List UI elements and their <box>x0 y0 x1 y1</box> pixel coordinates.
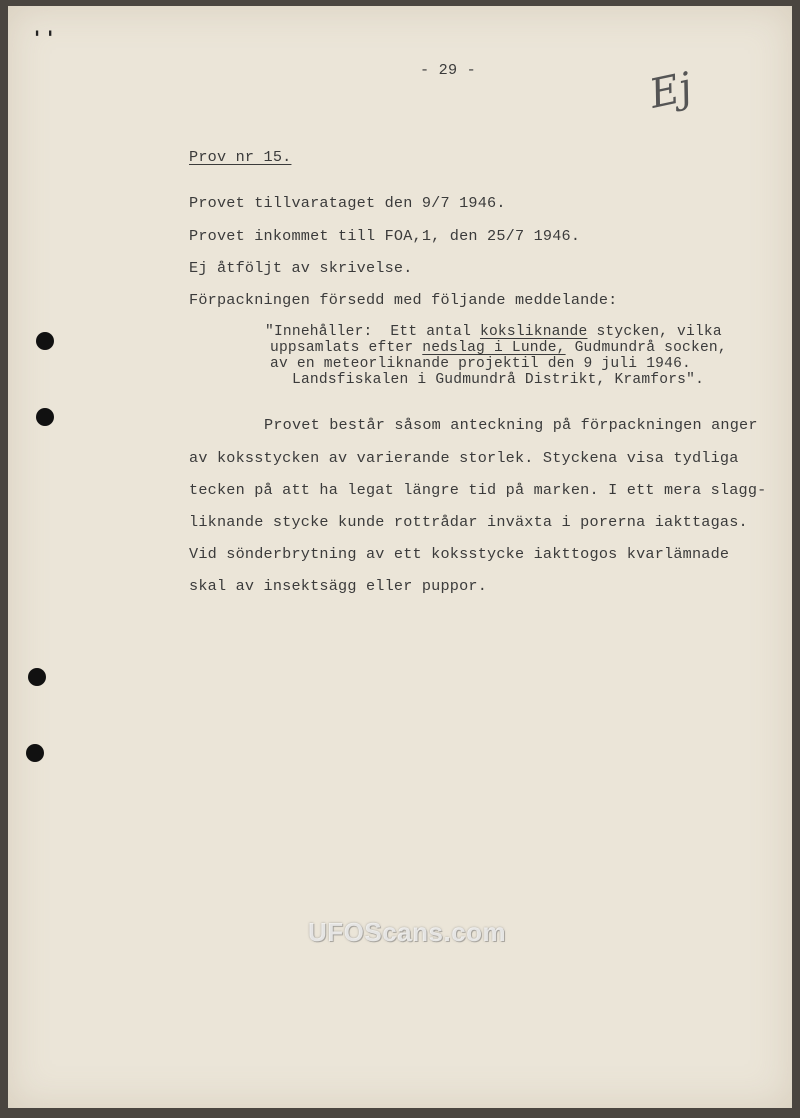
document-page <box>8 6 792 1108</box>
paragraph-line: liknande stycke kunde rottrådar inväxta i porerna iakttagas. <box>189 513 748 531</box>
paragraph-line: Vid sönderbrytning av ett koksstycke iakttogos kvarlämnade <box>189 545 730 563</box>
page-number: - 29 - <box>420 61 476 79</box>
margin-mark-top-left: ' ' <box>34 26 54 50</box>
paragraph-line: av koksstycken av varierande storlek. Styckena visa tydliga <box>189 449 739 467</box>
quote-underlined-text: koksliknande <box>479 324 588 340</box>
quote-line-2 <box>270 341 727 356</box>
text-line: Provet inkommet till FOA,1, den 25/7 1946. <box>189 227 581 245</box>
watermark: UFOScans.com <box>308 917 507 947</box>
sample-heading: Prov nr 15. <box>189 148 292 166</box>
punch-hole <box>36 408 54 426</box>
quote-text: Gudmundrå socken, <box>565 340 727 356</box>
paragraph-line: tecken på att ha legat längre tid på marken. I ett mera slagg- <box>189 481 767 499</box>
quote-text: "Innehåller: Ett antal <box>265 324 480 340</box>
paragraph-line: skal av insektsägg eller puppor. <box>189 577 488 595</box>
quote-text: stycken, vilka <box>587 324 722 340</box>
text-line: Provet tillvarataget den 9/7 1946. <box>189 194 506 212</box>
quote-line-1 <box>265 325 722 340</box>
quote-underlined-text: nedslag i Lunde, <box>422 340 566 356</box>
quote-line-3: av en meteorliknande projektil den 9 juli 1946. <box>270 356 692 372</box>
text-line: Förpackningen försedd med följande meddelande: <box>189 291 618 309</box>
punch-hole <box>26 744 44 762</box>
quote-line-4: Landsfiskalen i Gudmundrå Distrikt, Kramfors". <box>292 372 705 388</box>
quote-text: uppsamlats efter <box>270 340 423 356</box>
text-line: Ej åtföljt av skrivelse. <box>189 259 413 277</box>
punch-hole <box>28 668 46 686</box>
margin-mark-handwritten: Ej <box>645 64 696 118</box>
paragraph-line: Provet består såsom anteckning på förpackningen anger <box>264 416 758 434</box>
punch-hole <box>36 332 54 350</box>
